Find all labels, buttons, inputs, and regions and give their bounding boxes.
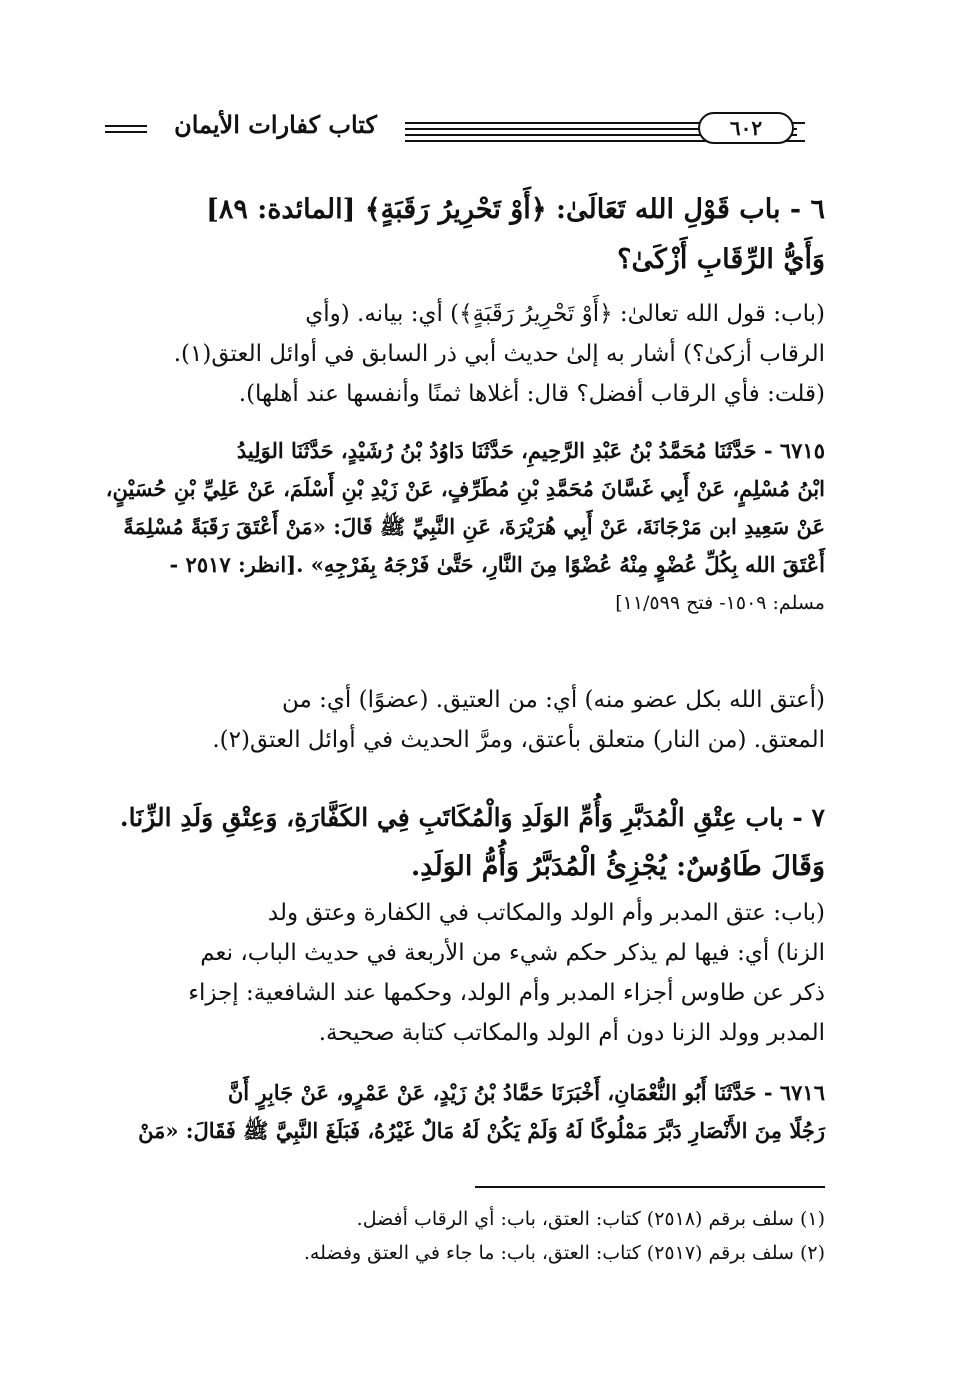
text-line: الرقاب أزكىٰ؟) أشار به إلىٰ حديث أبي ذر السابق في أوائل العتق(١). xyxy=(173,341,825,367)
text-line: (قلت: فأي الرقاب أفضل؟ قال: أغلاها ثمنًا وأنفسها عند أهلها). xyxy=(238,381,825,407)
text-line: ذكر عن طاوس أجزاء المدبر وأم الولد، وحكمها عند الشافعية: إجزاء xyxy=(188,980,825,1006)
commentary-paragraph xyxy=(105,893,825,1053)
hadith-paragraph xyxy=(105,432,825,622)
text-line: الزنا) أي: فيها لم يذكر حكم شيء من الأربعة في حديث الباب، نعم xyxy=(200,940,825,966)
heading-line: وَقَالَ طَاوُسٌ: يُجْزِئُ الْمُدَبَّرُ وَأُمُّ الوَلَدِ. xyxy=(410,851,825,882)
commentary-paragraph xyxy=(105,680,825,760)
text-line: (باب: عتق المدبر وأم الولد والمكاتب في الكفارة وعتق ولد xyxy=(267,900,825,926)
footnote-2: (٢) سلف برقم (٢٥١٧) كتاب: العتق، باب: ما جاء في العتق وفضله. xyxy=(303,1242,825,1264)
heading-line: ٧ - باب عِتْقِ الْمُدَبَّرِ وَأُمِّ الوَلَدِ وَالْمُكَاتَبِ فِي الكَفَّارَةِ، وَعِتْقِ وَلَدِ الزِّنَا. xyxy=(119,802,825,832)
hadith-line: عَنْ سَعِيدِ ابن مَرْجَانَةَ، عَنْ أَبِي هُرَيْرَةَ، عَنِ النَّبِيِّ ﷺ قَالَ: «مَنْ أَعْتَقَ رَقَبَةً مُسْلِمَةً xyxy=(123,514,825,539)
header-rule xyxy=(105,125,147,127)
footnotes xyxy=(105,1202,825,1270)
hadith-line: أَعْتَقَ الله بِكُلِّ عُضْوٍ مِنْهُ عُضْوًا مِنَ النَّارِ، حَتَّىٰ فَرْجَهُ بِفَرْجِهِ» .[انظر: ٢٥١٧ - xyxy=(169,552,825,577)
text-line: (أعتق الله بكل عضو منه) أي: من العتيق. (عضوًا) أي: من xyxy=(282,687,825,713)
commentary-paragraph xyxy=(105,294,825,414)
running-title: كتاب كفارات الأيمان xyxy=(174,110,377,139)
page-number: ٦٠٢ xyxy=(698,112,794,144)
heading-line: وَأَيُّ الرِّقَابِ أَزْكَىٰ؟ xyxy=(617,244,825,275)
hadith-line: ابْنُ مُسْلِمٍ، عَنْ أَبِي غَسَّانَ مُحَمَّدِ بْنِ مُطَرِّفٍ، عَنْ زَيْدِ بْنِ أَسْلَمَ، عَنْ عَلِيِّ بْنِ حُسَيْنٍ، xyxy=(105,476,825,501)
hadith-line: ٦٧١٥ - حَدَّثَنَا مُحَمَّدُ بْنُ عَبْدِ الرَّحِيمِ، حَدَّثَنَا دَاوُدُ بْنُ رُشَيْدٍ، حَدَّثَنَا الوَلِيدُ xyxy=(236,438,825,463)
chapter-heading xyxy=(105,185,825,285)
hadith-line: رَجُلًا مِنَ الأَنْصَارِ دَبَّرَ مَمْلُوكًا لَهُ وَلَمْ يَكُنْ لَهُ مَالٌ غَيْرُهُ، فَبَلَغَ النَّبِيَّ ﷺ فَقَالَ: «مَنْ xyxy=(138,1118,825,1143)
footnote-rule xyxy=(475,1186,825,1188)
text-line: (باب: قول الله تعالىٰ: ﴿أَوْ تَحْرِيرُ رَقَبَةٍ﴾) أي: بيانه. (وأي xyxy=(305,301,825,327)
hadith-line: ٦٧١٦ - حَدَّثَنَا أَبُو النُّعْمَانِ، أَخْبَرَنَا حَمَّادُ بْنُ زَيْدٍ، عَنْ عَمْرٍو، عَنْ جَابِرٍ أَنَّ xyxy=(227,1080,825,1105)
header-rule xyxy=(105,131,147,133)
text-line: المعتق. (من النار) متعلق بأعتق، ومرَّ الحديث في أوائل العتق(٢). xyxy=(212,727,825,753)
footnote-1: (١) سلف برقم (٢٥١٨) كتاب: العتق، باب: أي الرقاب أفضل. xyxy=(356,1208,825,1230)
running-header xyxy=(105,108,825,148)
chapter-heading xyxy=(105,792,825,892)
hadith-reference: مسلم: ١٥٠٩- فتح ١١/٥٩٩] xyxy=(615,592,825,614)
text-line: المدبر وولد الزنا دون أم الولد والمكاتب كتابة صحيحة. xyxy=(318,1020,825,1046)
heading-line: ٦ - باب قَوْلِ الله تَعَالَىٰ: ﴿أَوْ تَحْرِيرُ رَقَبَةٍ﴾ [المائدة: ٨٩] xyxy=(206,194,825,225)
hadith-paragraph xyxy=(105,1074,825,1150)
